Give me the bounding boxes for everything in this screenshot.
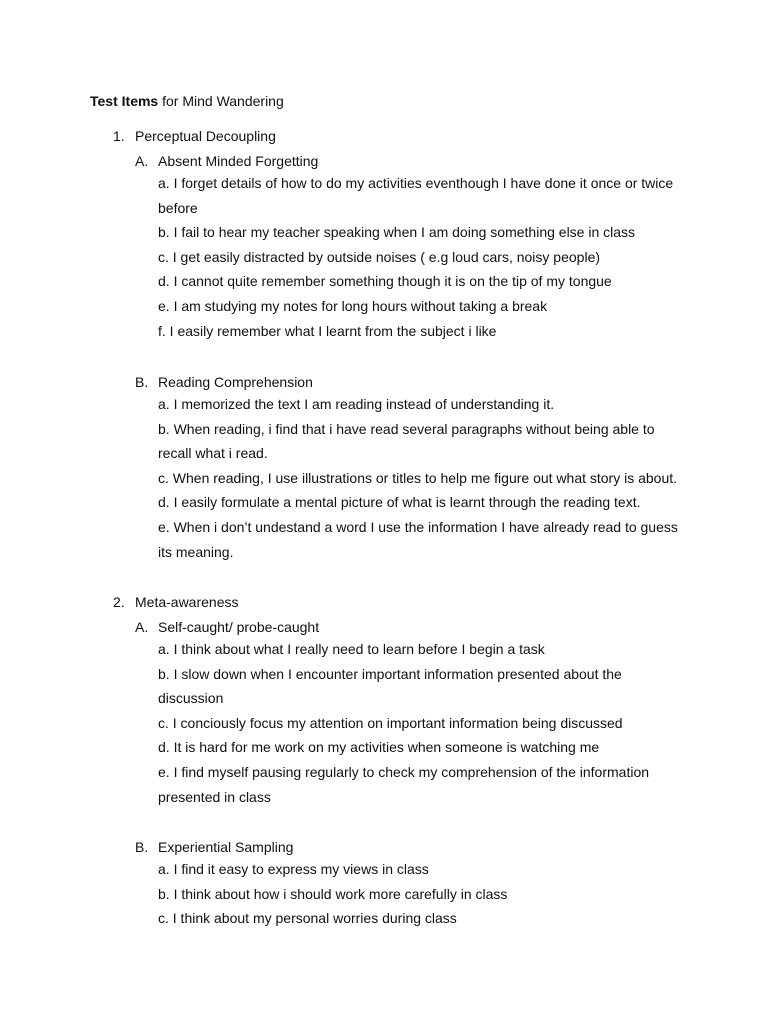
item-list bbox=[158, 171, 678, 343]
section-heading: Meta-awareness bbox=[135, 594, 239, 610]
subsection-letter: B. bbox=[135, 374, 149, 390]
subsection-letter: B. bbox=[135, 839, 149, 855]
list-item: d. I cannot quite remember something though it is on the tip of my tongue bbox=[158, 273, 612, 290]
list-item: c. I conciously focus my attention on important information being discussed bbox=[158, 714, 623, 731]
title-rest: for Mind Wandering bbox=[158, 93, 284, 109]
list-item: b. I slow down when I encounter important information presented about the discussion bbox=[158, 665, 622, 707]
item-list bbox=[158, 857, 678, 931]
item-list bbox=[158, 392, 678, 564]
list-item: a. I forget details of how to do my activities eventhough I have done it once or twice before bbox=[158, 175, 674, 216]
subsection-heading: Reading Comprehension bbox=[158, 374, 313, 390]
section-heading: Perceptual Decoupling bbox=[135, 128, 276, 144]
list-item: d. It is hard for me work on my activities when someone is watching me bbox=[158, 739, 600, 756]
list-item: f. I easily remember what I learnt from the subject i like bbox=[158, 322, 497, 339]
list-item: b. I think about how i should work more carefully in class bbox=[158, 885, 508, 902]
subsection-heading: Absent Minded Forgetting bbox=[158, 153, 319, 169]
section-number: 2. bbox=[113, 594, 125, 610]
list-item: b. When reading, i find that i have read several paragraphs without being able to recall what i read. bbox=[158, 420, 655, 462]
document-title bbox=[90, 92, 284, 110]
list-item: d. I easily formulate a mental picture of what is learnt through the reading text. bbox=[158, 494, 641, 511]
title-bold: Test Items bbox=[90, 93, 159, 109]
list-item: e. When i don’t undestand a word I use the information I have already read to guess its meaning. bbox=[158, 518, 678, 560]
list-item: e. I find myself pausing regularly to check my comprehension of the information presented in class bbox=[158, 763, 650, 805]
list-item: c. When reading, I use illustrations or titles to help me figure out what story is about. bbox=[158, 469, 678, 486]
subsection-heading: Experiential Sampling bbox=[158, 839, 294, 855]
item-list bbox=[158, 637, 678, 809]
list-item: a. I find it easy to express my views in class bbox=[158, 861, 429, 877]
list-item: a. I think about what I really need to learn before I begin a task bbox=[158, 641, 545, 657]
list-item: c. I get easily distracted by outside noises ( e.g loud cars, noisy people) bbox=[158, 248, 601, 265]
list-item: e. I am studying my notes for long hours without taking a break bbox=[158, 297, 548, 314]
list-item: c. I think about my personal worries during class bbox=[158, 910, 457, 927]
list-item: b. I fail to hear my teacher speaking when I am doing something else in class bbox=[158, 224, 636, 241]
list-item: a. I memorized the text I am reading instead of understanding it. bbox=[158, 396, 555, 412]
subsection-letter: A. bbox=[135, 619, 149, 635]
subsection-letter: A. bbox=[135, 153, 149, 169]
section-number: 1. bbox=[113, 128, 125, 144]
subsection-heading: Self-caught/ probe-caught bbox=[158, 619, 320, 635]
